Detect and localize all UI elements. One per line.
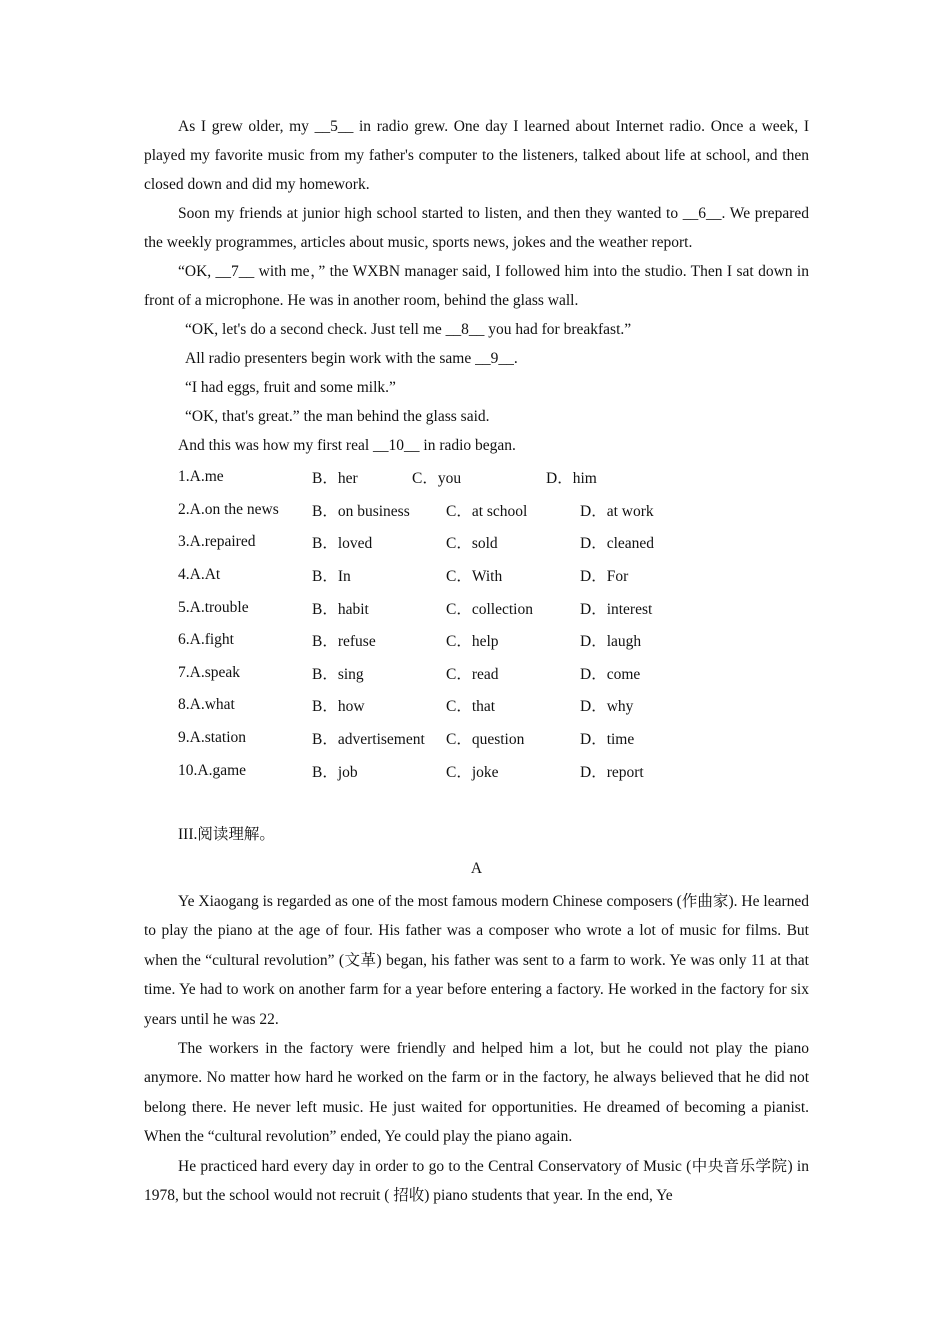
option-d: D．come [580,665,641,683]
passage-title: A [470,859,483,877]
option-b: B．refuse [312,633,376,651]
option-b: B．on business [312,502,410,520]
option-b: B．job [312,763,358,781]
option-b: B．In [312,568,351,586]
cloze-paragraph-1: As I grew older, my __5__ in radio grew. One day I learned about Internet radio. Once a week, I played my favorite music from my father's computer to the listeners, talked about life at school, and then closed down and did my homework. [144,118,809,193]
option-c: C．read [446,665,499,683]
option-c: C．question [446,731,525,749]
document-content [144,112,809,1210]
option-b: B．her [312,470,358,488]
option-c: C．at school [446,502,528,520]
option-c: C．help [446,633,499,651]
option-row-2 [144,494,809,527]
option-c: C．you [412,470,462,488]
option-d: D．interest [580,600,653,618]
option-a: 7.A.speak [178,663,240,681]
option-c: C．that [446,698,496,716]
option-c: C．sold [446,535,498,553]
option-row-3 [144,526,809,559]
cloze-passage [144,112,809,460]
passage-paragraph-3: He practiced hard every day in order to go to the Central Conservatory of Music (中央音乐学院) in 1978, but the school would not recruit ( 招收) piano students that year. In the end, Ye [144,1157,809,1204]
cloze-paragraph-3: “OK, __7__ with me，” the WXBN manager said, I followed him into the studio. Then I sat down in front of a microphone. He was in another room, behind the glass wall. [144,263,809,309]
option-d: D．cleaned [580,535,655,553]
option-a: 3.A.repaired [178,533,256,551]
option-a: 9.A.station [178,729,247,747]
option-row-4 [144,559,809,592]
option-d: D．why [580,698,634,716]
option-row-6 [144,624,809,657]
option-b: B．habit [312,600,369,618]
option-a: 1.A.me [178,468,224,486]
answer-options [144,461,809,787]
option-a: 8.A.what [178,696,235,714]
option-d: D．For [580,568,629,586]
option-b: B．loved [312,535,373,553]
option-d: D．him [546,470,597,488]
option-row-8 [144,689,809,722]
reading-passage [144,887,809,1210]
option-c: C．collection [446,600,533,618]
option-c: C．With [446,568,503,586]
option-c: C．joke [446,763,499,781]
option-b: B．how [312,698,365,716]
option-a: 2.A.on the news [178,500,279,518]
option-d: D．laugh [580,633,642,651]
cloze-closing-line: And this was how my first real __10__ in radio began. [178,437,516,454]
option-d: D．report [580,763,644,781]
option-b: B．advertisement [312,731,425,749]
option-a: 4.A.At [178,566,221,584]
option-row-10 [144,754,809,787]
passage-paragraph-2: The workers in the factory were friendly and helped him a lot, but he could not play the piano anymore. No matter how hard he worked on the farm or in the factory, he always believed that he did not belong there. He never left music. He just waited for opportunities. He dreamed of becoming a pianist. When the “cultural revolution” ended, Ye could play the piano again. [144,1039,809,1146]
option-row-9 [144,722,809,755]
section-heading: III.阅读理解。 [178,825,275,843]
option-d: D．time [580,731,635,749]
option-a: 6.A.fight [178,631,234,649]
option-a: 5.A.trouble [178,598,249,616]
option-row-5 [144,591,809,624]
passage-paragraph-1: Ye Xiaogang is regarded as one of the most famous modern Chinese composers (作曲家). He learned to play the piano at the age of four. His father was a composer who wrote a lot of music for films. But when the “cultural revolution” (文革) began, his father was sent to a farm to work. Ye was only 11 at that time. Ye had to work on another farm for a year before entering a factory. He worked in the factory for six years until he was 22. [144,892,809,1028]
option-a: 10.A.game [178,761,247,779]
dialogue-line-3: “I had eggs, fruit and some milk.” [185,379,396,396]
option-b: B．sing [312,665,364,683]
dialogue-line-2: All radio presenters begin work with the same __9__. [185,350,518,367]
option-row-1 [144,461,809,494]
cloze-paragraph-2: Soon my friends at junior high school started to listen, and then they wanted to __6__. We prepared the weekly programmes, articles about music, sports news, jokes and the weather report. [144,205,809,251]
dialogue-line-4: “OK, that's great.” the man behind the glass said. [185,408,490,425]
dialogue-line-1: “OK, let's do a second check. Just tell me __8__ you had for breakfast.” [185,321,632,338]
option-d: D．at work [580,502,654,520]
option-row-7 [144,657,809,690]
